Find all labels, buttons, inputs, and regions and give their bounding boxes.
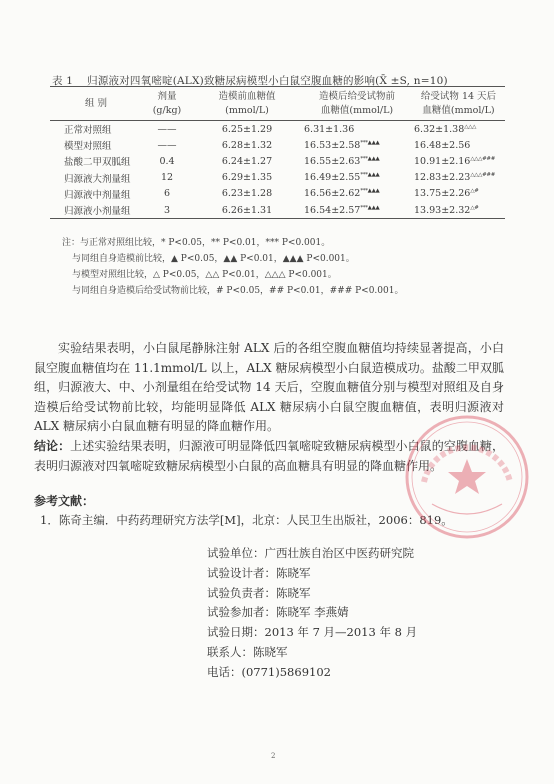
cell-group: 归源液大剂量组 <box>64 173 131 185</box>
cell-before: 6.25±1.29 <box>221 123 273 135</box>
cell-before: 6.29±1.35 <box>221 172 273 184</box>
cell-dose: 0.4 <box>159 155 175 167</box>
header-before: 造模前血糖值 (mmol/L) <box>218 91 276 116</box>
cell-before: 6.28±1.32 <box>221 139 273 151</box>
header-dose: 剂量 (g/kg) <box>152 91 182 116</box>
cell-after-model: 6.31±1.36 <box>304 123 355 135</box>
cell-dose: 3 <box>163 204 171 216</box>
table-row <box>50 121 505 138</box>
cell-after-14d: 13.93±2.32△# <box>414 204 479 216</box>
cell-after-14d: 16.48±2.56 <box>414 139 471 151</box>
note-line: 与同组自身造模前比较，▲ P<0.05，▲▲ P<0.01，▲▲▲ P<0.001。 <box>72 254 355 264</box>
cell-group: 归源液中剂量组 <box>64 189 131 201</box>
cell-after-14d: 13.75±2.26△# <box>414 188 479 200</box>
test-unit: 试验单位：广西壮族自治区中医药研究院 <box>207 546 414 560</box>
cell-after-model: 16.55±2.63***▲▲▲ <box>304 155 380 167</box>
table-notes <box>62 235 403 299</box>
cell-after-model: 16.56±2.62***▲▲▲ <box>304 188 380 200</box>
test-participants: 试验参加者：陈晓军 李燕婧 <box>207 605 349 620</box>
results-paragraph: 实验结果表明，小白鼠尾静脉注射 ALX 后的各组空腹血糖值均持续显著提高，小白鼠空腹血糖值均在 11.1mmol/L 以上，ALX 糖尿病模型小白鼠造模成功。盐酸二甲双胍组，归源液大、中、小剂量组在给受试物 14 天后，空腹血糖值分别与模型对照组及自身造模后给受试物前比较，均能明显降低 ALX 糖尿病小白鼠空腹血糖值，表明归源液对 ALX 糖尿病小白鼠血糖有明显的降血糖作用。 <box>34 341 504 434</box>
conclusion-label: 结论： <box>34 438 71 453</box>
references-title: 参考文献： <box>34 494 95 508</box>
cell-after-model: 16.53±2.58***▲▲▲ <box>304 139 380 151</box>
test-info-block <box>207 544 417 683</box>
conclusion-text: 上述实验结果表明，归源液可明显降低四氧嘧啶致糖尿病模型小白鼠的空腹血糖，表明归源液对四氧嘧啶致糖尿病模型小白鼠的高血糖具有明显的降血糖作用。 <box>34 438 504 473</box>
test-leader: 试验负责者：陈晓军 <box>207 585 311 600</box>
data-table <box>50 86 505 219</box>
official-seal-stamp <box>402 412 532 542</box>
table-row <box>50 186 505 202</box>
reference-item: 1．陈奇主编．中药药理研究方法学[M]，北京：人民卫生出版社，2006：819。 <box>40 513 453 527</box>
note-line: 与模型对照组比较，△ P<0.05，△△ P<0.01，△△△ P<0.001。 <box>72 270 337 280</box>
header-group: 组 别 <box>84 98 108 109</box>
table-row <box>50 170 505 186</box>
cell-dose: —— <box>157 139 177 151</box>
table-header-row <box>50 87 505 121</box>
cell-after-14d: 6.32±1.38△△△ <box>414 123 477 135</box>
contact-person: 联系人：陈晓军 <box>207 644 288 659</box>
note-line: 注：与正常对照组比较，* P<0.05，** P<0.01，*** P<0.001。 <box>62 238 331 248</box>
table-number: 表 1 <box>52 75 74 87</box>
header-after-model: 造模后给受试物前 血糖值(mmol/L) <box>318 91 395 116</box>
table-row <box>50 202 505 219</box>
note-line: 与同组自身造模后给受试物前比较，# P<0.05，## P<0.01，### P<0.001。 <box>72 286 404 296</box>
cell-dose: —— <box>157 123 177 135</box>
cell-before: 6.26±1.31 <box>221 204 273 216</box>
cell-dose: 6 <box>163 188 171 200</box>
cell-group: 正常对照组 <box>64 125 112 137</box>
cell-dose: 12 <box>160 172 174 184</box>
cell-after-14d: 12.83±2.23△△△### <box>414 172 496 184</box>
cell-group: 盐酸二甲双胍组 <box>64 157 131 169</box>
table-caption: 归源液对四氧嘧啶(ALX)致糖尿病模型小白鼠空腹血糖的影响(X̄ ±S, n=10) <box>87 75 448 87</box>
cell-after-14d: 10.91±2.16△△△### <box>414 155 496 167</box>
cell-group: 模型对照组 <box>64 141 112 153</box>
table-row <box>50 153 505 169</box>
phone-number: 电话：(0771)5869102 <box>207 664 331 679</box>
page-number: 2 <box>271 752 276 760</box>
cell-after-model: 16.49±2.55***▲▲▲ <box>304 172 380 184</box>
test-designer: 试验设计者：陈晓军 <box>207 565 311 580</box>
cell-group: 归源液小剂量组 <box>64 206 131 218</box>
test-date: 试验日期：2013 年 7 月—2013 年 8 月 <box>207 625 418 640</box>
cell-after-model: 16.54±2.57***▲▲▲ <box>304 204 380 216</box>
header-after-14d: 给受试物 14 天后 血糖值(mmol/L) <box>420 91 497 116</box>
cell-before: 6.23±1.28 <box>221 188 273 200</box>
table-row <box>50 137 505 153</box>
cell-before: 6.24±1.27 <box>221 155 273 167</box>
